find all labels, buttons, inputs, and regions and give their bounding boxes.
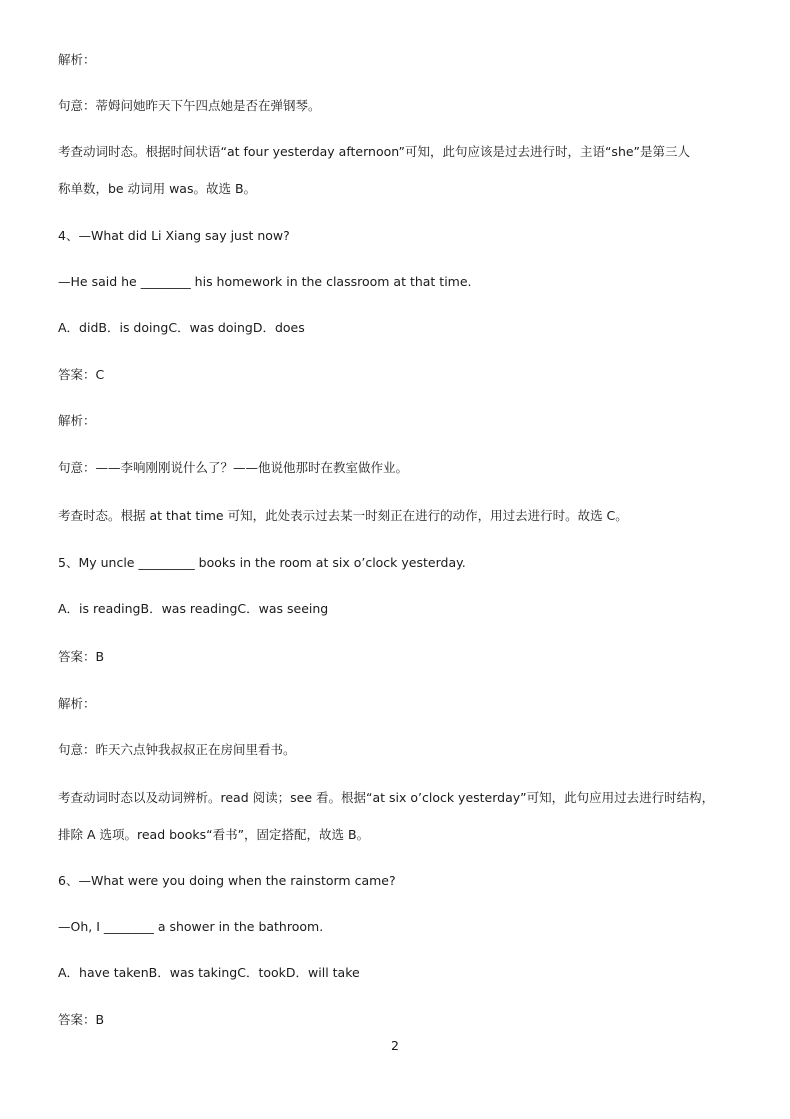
answer-label: 答案：B	[58, 649, 105, 664]
explanation-line: 考查动词时态以及动词辨析。read 阅读；see 看。根据“at six o’clock yesterday”可知，此句应用过去进行时结构，	[58, 790, 715, 805]
page-number: 2	[391, 1038, 399, 1053]
question-6-options: A．have takenB．was takingC．tookD．will take	[58, 965, 360, 980]
answer-label: 答案：C	[58, 367, 105, 382]
analysis-label: 解析：	[58, 52, 96, 67]
question-5-prompt: 5、My uncle _________ books in the room at six o’clock yesterday.	[58, 555, 466, 570]
explanation-line: 考查时态。根据 at that time 可知，此处表示过去某一时刻正在进行的动作，用过去进行时。故选 C。	[58, 508, 628, 523]
explanation-line: 考查动词时态。根据时间状语“at four yesterday afternoon”可知，此句应该是过去进行时，主语“she”是第三人	[58, 144, 691, 159]
answer-label: 答案：B	[58, 1012, 105, 1027]
analysis-label: 解析：	[58, 413, 96, 428]
question-4-response: —He said he ________ his homework in the classroom at that time.	[58, 274, 472, 289]
question-6-prompt: 6、—What were you doing when the rainstorm came?	[58, 873, 396, 888]
question-4-options: A．didB．is doingC．was doingD．does	[58, 320, 305, 335]
sentence-meaning: 句意：蒂姆问她昨天下午四点她是否在弹钢琴。	[58, 98, 321, 113]
sentence-meaning: 句意：——李响刚刚说什么了？——他说他那时在教室做作业。	[58, 460, 409, 475]
question-5-options: A．is readingB．was readingC．was seeing	[58, 601, 329, 616]
sentence-meaning: 句意：昨天六点钟我叔叔正在房间里看书。	[58, 742, 296, 757]
analysis-label: 解析：	[58, 696, 96, 711]
explanation-line: 称单数，be 动词用 was。故选 B。	[58, 181, 257, 196]
question-4-prompt: 4、—What did Li Xiang say just now?	[58, 228, 290, 243]
question-6-response: —Oh, I ________ a shower in the bathroom.	[58, 919, 324, 934]
explanation-line: 排除 A 选项。read books“看书”，固定搭配，故选 B。	[58, 827, 370, 842]
